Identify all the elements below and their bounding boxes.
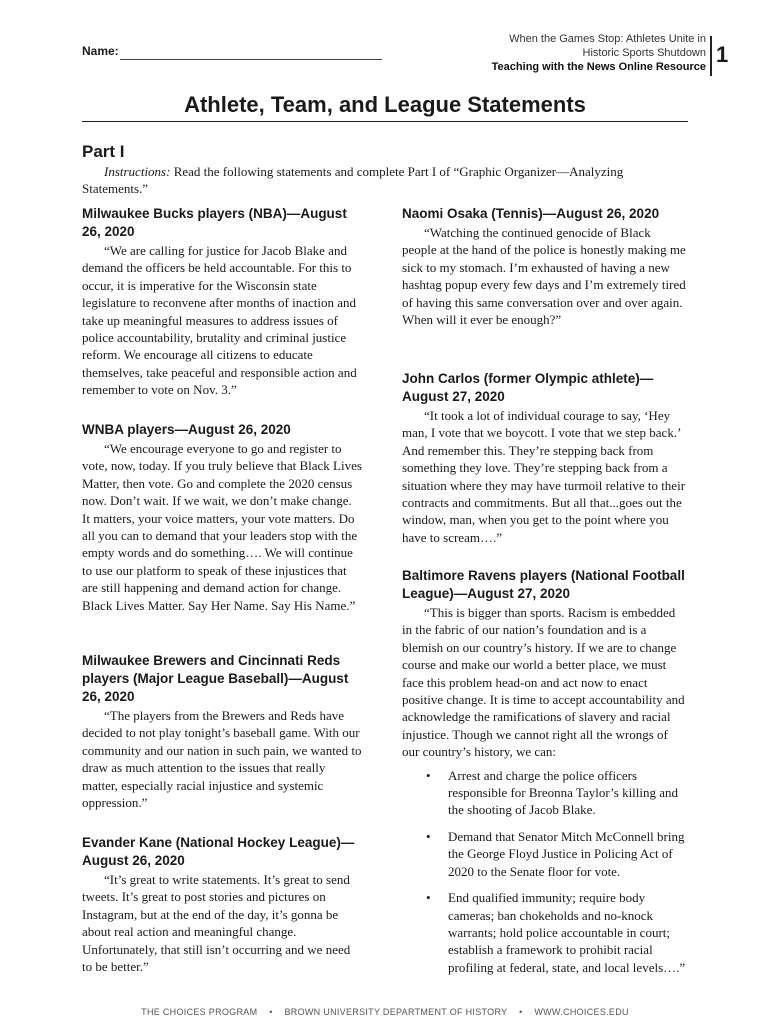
bullet-icon: • <box>426 890 431 906</box>
list-item <box>402 828 688 880</box>
statement-evander-kane <box>82 834 362 975</box>
resource-label: Teaching with the News Online Resource <box>491 61 706 73</box>
list-item <box>402 767 688 819</box>
statement-heading: Milwaukee Brewers and Cincinnati Reds players (Major League Baseball)—August 26, 2020 <box>82 653 349 704</box>
bullet-icon: • <box>426 767 431 783</box>
statement-bucks <box>82 205 362 399</box>
statement-brewers-reds <box>82 652 362 811</box>
statement-heading: Milwaukee Bucks players (NBA)—August 26, 2020 <box>82 206 347 239</box>
statement-body: “Watching the continued genocide of Black people at the hand of the police is honestly making me sick to my stomach. I’m exhausted of having a new hashtag popup every few days and I’m extremely tired of having this same conversation over and over again. When will it ever be enough?” <box>402 225 686 328</box>
instructions-label: Instructions: <box>104 164 171 179</box>
statement-heading: WNBA players—August 26, 2020 <box>82 422 291 437</box>
name-label: Name: <box>82 44 119 58</box>
statement-naomi-osaka <box>402 205 688 328</box>
statement-body: “It took a lot of individual courage to say, ‘Hey man, I vote that we boycott. I vote that we step back.’ And remember this. They’re stepping back from something they love. They’re stepping back from a situation where they may have turmoil relative to their contracts and commitments. But all that...goes out the window, man, when you get to the point where you have to scream….” <box>402 408 686 545</box>
statement-body: “This is bigger than sports. Racism is embedded in the fabric of our nation’s foundation and is a blemish on our country’s history. If we are to change course and make our world a better place, we must face this problem head-on and act now to enact positive change. It is time to accept accountability and acknowledge the ramifications of slavery and racial injustice. Though we cannot right all the wrongs of our country’s history, we can: <box>402 605 685 760</box>
footer-program: THE CHOICES PROGRAM <box>141 1007 258 1017</box>
instructions-text: Read the following statements and complete Part I of “Graphic Organizer—Analyzing Statements.” <box>82 164 624 196</box>
page-title: Athlete, Team, and League Statements <box>184 92 586 117</box>
list-item-text: Demand that Senator Mitch McConnell bring the George Floyd Justice in Policing Act of 2020 to the Senate floor for vote. <box>448 828 685 879</box>
series-info <box>492 32 706 74</box>
statement-heading: John Carlos (former Olympic athlete)—August 27, 2020 <box>402 371 654 404</box>
demands-list <box>402 767 688 976</box>
statement-body: “The players from the Brewers and Reds have decided to not play tonight’s baseball game. With our community and our nation in such pain, we wanted to draw as much attention to the issues that really matter, especially racial injustice and systemic oppression.” <box>82 708 362 811</box>
statement-john-carlos <box>402 370 688 546</box>
footer-url[interactable]: WWW.CHOICES.EDU <box>534 1007 629 1017</box>
statement-heading: Naomi Osaka (Tennis)—August 26, 2020 <box>402 206 660 221</box>
part-heading: Part I <box>82 142 125 161</box>
footer-separator: • <box>269 1007 273 1017</box>
statement-heading: Baltimore Ravens players (National Football League)—August 27, 2020 <box>402 568 685 601</box>
series-title-line1: When the Games Stop: Athletes Unite in <box>509 33 706 45</box>
instructions <box>82 163 682 197</box>
name-field-line[interactable] <box>120 59 382 60</box>
statement-body: “We are calling for justice for Jacob Blake and demand the officers be held accountable. For this to occur, it is imperative for the Wisconsin state legislature to reconvene after months of inaction and take up meaningful measures to address issues of police accountability, brutality and criminal justice reform. We encourage all citizens to educate themselves, take peaceful and responsible action and remember to vote on Nov. 3.” <box>82 243 357 398</box>
statement-body: “It’s great to write statements. It’s great to send tweets. It’s great to post stories and pictures on Instagram, but at the end of the day, it’s gonna be about real action and meaningful change. Unfortunately, that still isn’t occurring and we need to be better.” <box>82 872 351 975</box>
statement-wnba <box>82 421 362 614</box>
statement-body: “We encourage everyone to go and register to vote, now, today. If you truly believe that Black Lives Matter, then vote. Go and complete the 2020 census now. Don’t wait. If we wait, we don’t make change. It matters, your voice matters, your vote matters. Do all you can to demand that your leaders stop with the empty words and do something…. We will continue to use our platform to speak of these injustices that are still happening and demand action for change. Black Lives Matter. Say Her Name. Say His Name.” <box>82 441 362 613</box>
title-rule <box>82 121 688 122</box>
page-number: 1 <box>716 42 729 67</box>
footer-department: BROWN UNIVERSITY DEPARTMENT OF HISTORY <box>284 1007 508 1017</box>
header-divider <box>710 36 712 76</box>
list-item <box>402 889 688 976</box>
list-item-text: End qualified immunity; require body cameras; ban chokeholds and no-knock warrants; hold police accountable in court; establish a framework to prohibit racial profiling at federal, state, and local levels….” <box>448 890 686 975</box>
statement-ravens <box>402 567 688 985</box>
statement-heading: Evander Kane (National Hockey League)—August 26, 2020 <box>82 835 355 868</box>
footer-separator: • <box>519 1007 523 1017</box>
bullet-icon: • <box>426 828 431 844</box>
list-item-text: Arrest and charge the police officers responsible for Breonna Taylor’s killing and the shooting of Jacob Blake. <box>448 767 679 818</box>
page-footer <box>0 1007 770 1017</box>
series-title-line2: Historic Sports Shutdown <box>582 47 706 59</box>
